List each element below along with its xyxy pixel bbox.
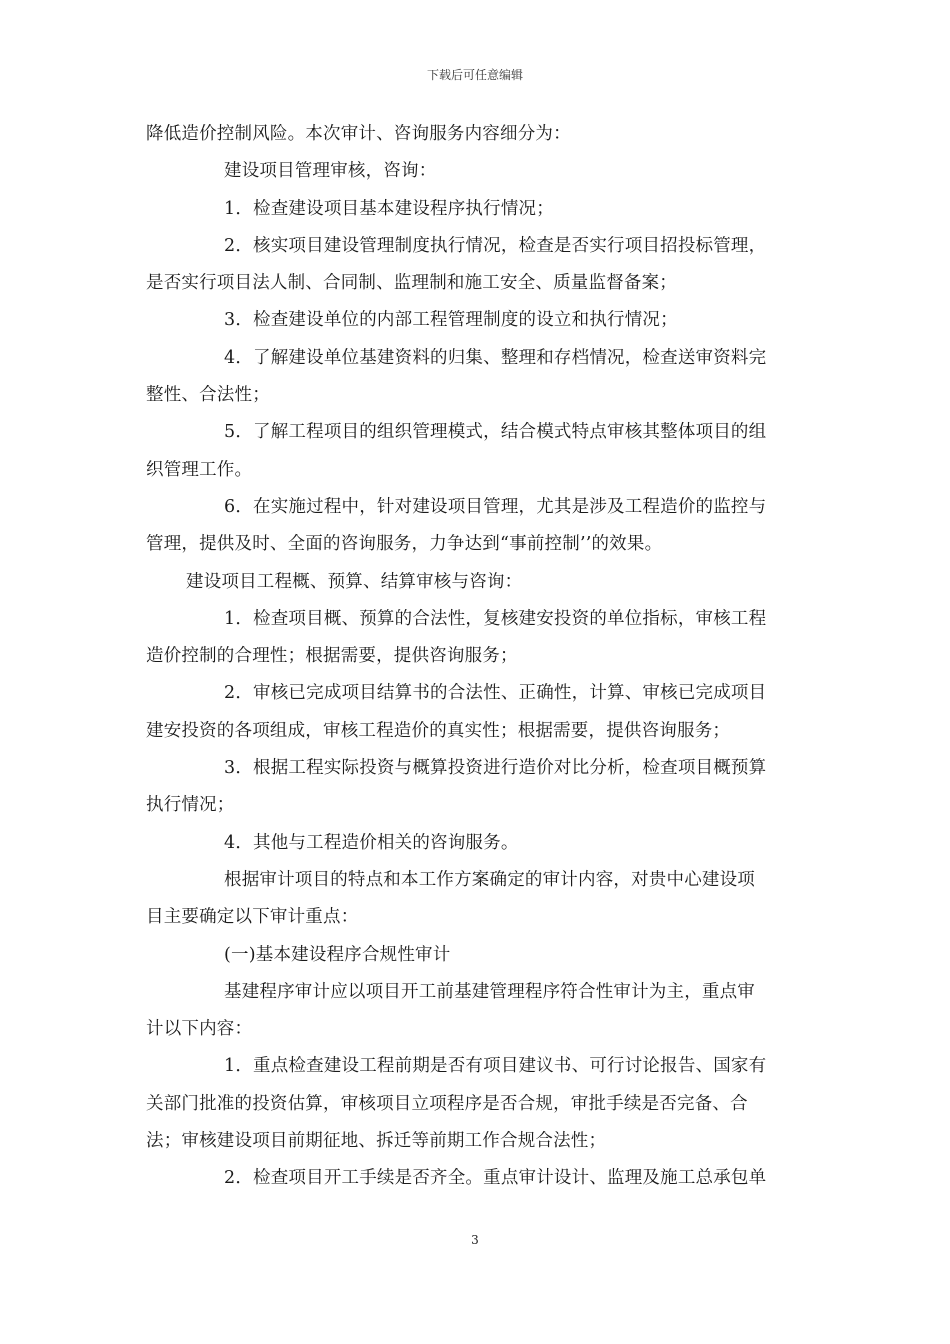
text-line: 4．了解建设单位基建资料的归集、整理和存档情况，检查送审资料完	[224, 347, 767, 368]
text-line: 执行情况；	[146, 795, 235, 816]
text-line: 计以下内容：	[146, 1019, 253, 1040]
text-line: 建设项目工程概、预算、结算审核与咨询：	[186, 571, 523, 592]
text-line: 2．审核已完成项目结算书的合法性、正确性，计算、审核已完成项目	[224, 683, 767, 704]
text-line: 基建程序审计应以项目开工前基建管理程序符合性审计为主，重点审	[224, 981, 755, 1002]
text-line: 法；审核建设项目前期征地、拆迁等前期工作合规合法性；	[146, 1131, 607, 1152]
text-line: 根据审计项目的特点和本工作方案确定的审计内容，对贵中心建设项	[224, 869, 755, 890]
text-line: 是否实行项目法人制、合同制、监理制和施工安全、质量监督备案；	[146, 273, 677, 294]
text-line: 3．根据工程实际投资与概算投资进行造价对比分析，检查项目概预算	[224, 758, 767, 779]
text-line: 1．检查建设项目基本建设程序执行情况；	[224, 198, 554, 219]
text-line: 造价控制的合理性；根据需要，提供咨询服务；	[146, 646, 518, 667]
document-body	[146, 116, 806, 1198]
text-line: 管理，提供及时、全面的咨询服务，力争达到“事前控制’’的效果。	[146, 534, 663, 555]
text-line: 4．其他与工程造价相关的咨询服务。	[224, 832, 519, 853]
text-line: 2．检查项目开工手续是否齐全。重点审计设计、监理及施工总承包单	[224, 1168, 767, 1189]
text-line: 建安投资的各项组成，审核工程造价的真实性；根据需要，提供咨询服务；	[146, 720, 731, 741]
text-line: 整性、合法性；	[146, 385, 270, 406]
text-line: 织管理工作。	[146, 459, 253, 480]
text-line: 建设项目管理审核，咨询：	[224, 161, 437, 182]
text-line: 2．核实项目建设管理制度执行情况，检查是否实行项目招投标管理，	[224, 235, 767, 256]
text-line: 5．了解工程项目的组织管理模式，结合模式特点审核其整体项目的组	[224, 422, 767, 443]
page-header: 下载后可任意编辑	[426, 68, 523, 82]
text-line: 3．检查建设单位的内部工程管理制度的设立和执行情况；	[224, 310, 678, 331]
text-line: 6．在实施过程中，针对建设项目管理，尤其是涉及工程造价的监控与	[224, 496, 767, 517]
text-line: 1．检查项目概、预算的合法性，复核建安投资的单位指标，审核工程	[224, 608, 767, 629]
text-line: 降低造价控制风险。本次审计、咨询服务内容细分为：	[146, 124, 571, 144]
text-line: (一)基本建设程序合规性审计	[224, 944, 451, 965]
text-line: 目主要确定以下审计重点：	[146, 907, 359, 928]
text-line: 1．重点检查建设工程前期是否有项目建议书、可行讨论报告、国家有	[224, 1056, 767, 1077]
text-line: 关部门批准的投资估算，审核项目立项程序是否合规，审批手续是否完备、合	[146, 1093, 748, 1114]
page-number: 3	[471, 1233, 479, 1247]
